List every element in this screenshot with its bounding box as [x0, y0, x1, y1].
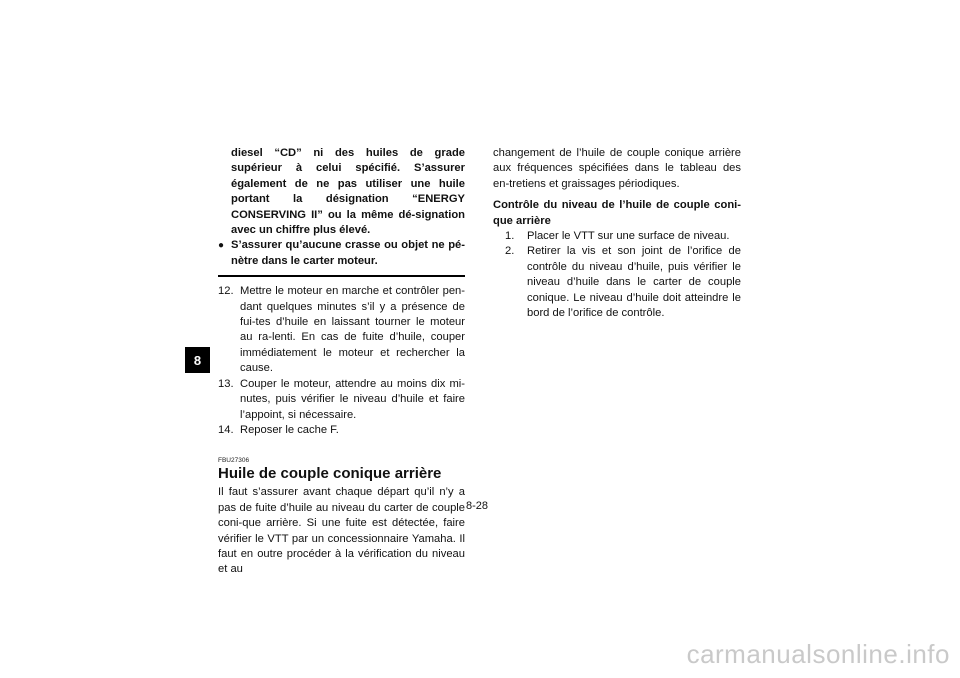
left-column — [218, 146, 465, 578]
bullet-icon: ● — [218, 240, 225, 252]
step-text: Mettre le moteur en marche et contrôler pen-dant quelques minutes s’il y a présence de fui-tes d’huile en laissant tourner le moteur au ra-lenti. En cas de fuite d’huile, couper immédiatement le moteur et rechercher la cause. — [240, 285, 465, 375]
section-code: FBU27306 — [218, 457, 250, 465]
step-text: Reposer le cache F. — [240, 423, 339, 436]
step-number: 14. — [218, 423, 234, 436]
step-number: 13. — [218, 377, 234, 390]
subsection-title: Contrôle du niveau de l’huile de couple coni-que arrière — [493, 199, 741, 227]
section-intro: Il faut s’assurer avant chaque départ qu’il n’y a pas de fuite d’huile au niveau du carter de couple coni-que arrière. Si une fuite est détectée, faire vérifier le VTT par un concessionnaire Yamaha. Il faut en outre procéder à la vérification du niveau et au — [218, 486, 465, 576]
warning-bullet — [218, 238, 465, 269]
warning-continuation: diesel “CD” ni des huiles de grade supérieur à celui spécifié. S’assurer également de ne pas utiliser une huile portant la désignation “ENERGY CONSERVING II” ou la même dé-signation avec un chiffre plus élevé. — [231, 147, 465, 237]
warning-bullet-text: S’assurer qu’aucune crasse ou objet ne pé-nètre dans le carter moteur. — [231, 239, 465, 267]
step-text: Couper le moteur, attendre au moins dix mi-nutes, puis vérifier le niveau d’huile et faire l’appoint, si nécessaire. — [240, 377, 465, 421]
step-text: Placer le VTT sur une surface de niveau. — [527, 230, 730, 243]
step-number: 1. — [505, 230, 515, 243]
right-step-1 — [493, 229, 741, 244]
right-column — [493, 146, 741, 321]
step-number: 12. — [218, 285, 234, 298]
chapter-tab: 8 — [185, 347, 210, 373]
step-14 — [218, 423, 465, 438]
step-13 — [218, 377, 465, 423]
step-text: Retirer la vis et son joint de l’orifice de contrôle du niveau d’huile, puis vérifier le niveau d’huile dans le carter de couple conique. Le niveau d’huile doit atteindre le bord de l’orifice de contrôle. — [527, 245, 741, 320]
intro-continuation: changement de l’huile de couple conique arrière aux fréquences spécifiées dans le tableau des en-tretiens et graissages périodiques. — [493, 147, 741, 190]
section-title: Huile de couple conique arrière — [218, 465, 442, 483]
step-12 — [218, 284, 465, 376]
warning-end-rule — [218, 275, 465, 277]
watermark: carmanualsonline.info — [686, 639, 950, 669]
right-step-2 — [493, 244, 741, 321]
page-number: 8-28 — [466, 500, 489, 512]
step-number: 2. — [505, 245, 515, 258]
